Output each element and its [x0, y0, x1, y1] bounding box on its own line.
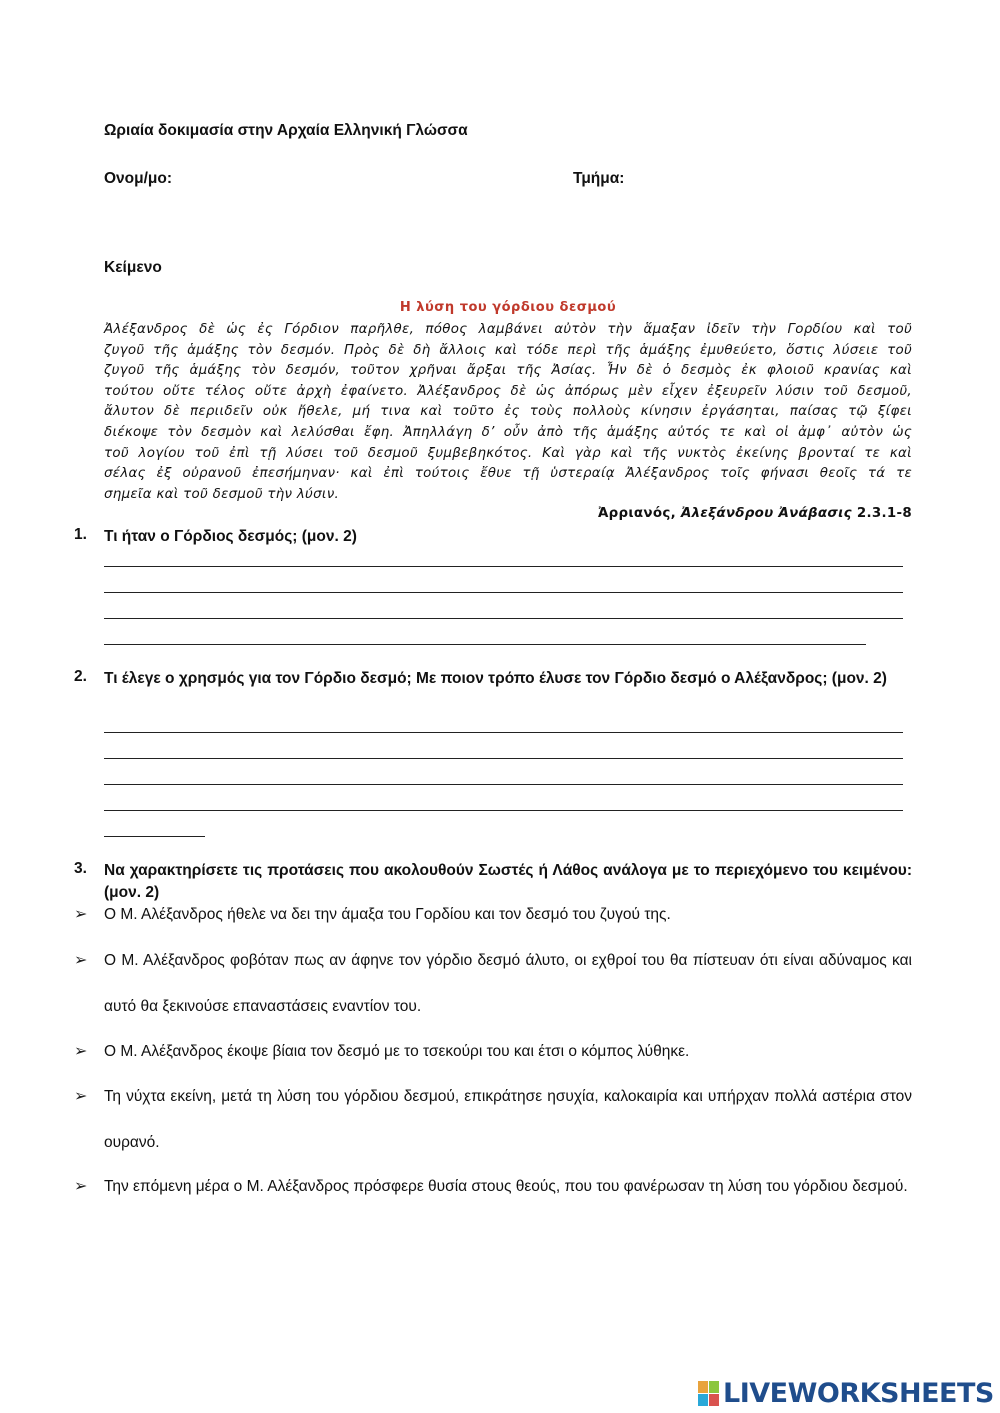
answer-line[interactable]	[104, 758, 903, 759]
arrow-bullet-icon: ➢	[74, 1088, 88, 1105]
arrow-bullet-icon: ➢	[74, 1043, 88, 1060]
text-line: ζυγοῦ τῆς ἁμάξης τὸν δεσμόν. Πρὸς δὲ δὴ ἄλλοις καὶ τόδε περὶ τῆς ἁμάξης ἐμυθεύετο, ὅστις λύσειε τοῦ	[104, 342, 912, 358]
statement-4: Τη νύχτα εκείνη, μετά τη λύση του γόρδιου δεσμού, επικράτησε ησυχία, καλοκαιρία και υπήρχαν πολλά αστέρια στον ουρανό.	[104, 1088, 912, 1151]
answer-line[interactable]	[104, 592, 903, 593]
question-3-text: Να χαρακτηρίσετε τις προτάσεις που ακολουθούν Σωστές ή Λάθος ανάλογα με το περιεχόμενο του κειμένου: (μον. 2)	[104, 862, 912, 901]
answer-line[interactable]	[104, 644, 866, 645]
worksheet-title: Ωριαία δοκιμασία στην Αρχαία Ελληνική Γλώσσα	[104, 122, 468, 139]
text-heading: Κείμενο	[104, 259, 162, 276]
text-line: τούτου οὔτε τέλος οὔτε ἀρχὴ ἐφαίνετο. Ἀλέξανδρος δὲ ὡς ἀπόρως μὲν εἶχεν ἐξευρεῖν λύσιν τοῦ δεσμοῦ,	[104, 383, 912, 399]
question-1-text: Τι ήταν ο Γόρδιος δεσμός; (μον. 2)	[104, 528, 357, 545]
text-line: σημεῖα καὶ τοῦ δεσμοῦ τὴν λύσιν.	[104, 486, 340, 502]
name-label: Ονομ/μο:	[104, 170, 173, 187]
question-2-text: Τι έλεγε ο χρησμός για τον Γόρδιο δεσμό; Με ποιον τρόπο έλυσε τον Γόρδιο δεσμό ο Αλέξανδρος; (μον. 2)	[104, 670, 887, 687]
text-line: σέλας ἐξ οὐρανοῦ ἐπεσήμηναν· καὶ ἐπὶ τούτοις ἔθυε τῇ ὑστεραίᾳ Ἀλέξανδρος τοῖς φήνασι θεοῖς τά τε	[104, 466, 912, 482]
arrow-bullet-icon: ➢	[74, 906, 88, 923]
ancient-greek-text	[104, 320, 912, 505]
answer-line[interactable]	[104, 810, 903, 811]
statement-5: Την επόμενη μέρα ο Μ. Αλέξανδρος πρόσφερε θυσία στους θεούς, που του φανέρωσαν τη λύση του γόρδιου δεσμού.	[104, 1178, 908, 1195]
answer-line[interactable]	[104, 566, 903, 567]
question-3-number: 3.	[74, 860, 87, 877]
source-work: Ἀλεξάνδρου Ἀνάβασις	[680, 506, 852, 521]
logo-wordmark: LIVEWORKSHEETS	[723, 1378, 994, 1409]
answer-line[interactable]	[104, 732, 903, 733]
source-author: Ἀρριανός,	[597, 506, 676, 521]
class-label: Τμήμα:	[573, 170, 625, 187]
text-line: ἄλυτον δὲ περιιδεῖν οὐκ ἤθελε, μή τινα καὶ τοῦτο ἐς τοὺς πολλοὺς κίνησιν ἐργάσηται, παίσας τῷ ξίφει	[104, 404, 912, 420]
text-source	[598, 506, 912, 521]
text-line: Ἀλέξανδρος δὲ ὡς ἐς Γόρδιον παρῆλθε, πόθος λαμβάνει αὐτὸν τὴν ἅμαξαν ἰδεῖν τὴν Γορδίου καὶ τοῦ	[104, 322, 912, 337]
liveworksheets-logo-icon	[698, 1381, 720, 1407]
arrow-bullet-icon: ➢	[74, 952, 88, 969]
question-2-number: 2.	[74, 668, 87, 685]
answer-line[interactable]	[104, 618, 903, 619]
answer-line[interactable]	[104, 784, 903, 785]
answer-line[interactable]	[104, 836, 205, 837]
liveworksheets-logo[interactable]	[698, 1378, 994, 1409]
text-title: Η λύση του γόρδιου δεσμού	[399, 300, 617, 315]
arrow-bullet-icon: ➢	[74, 1178, 88, 1195]
text-line: τοῦ λογίου τοῦ ἐπὶ τῇ λύσει τοῦ δεσμοῦ ξυμβεβηκότος. Καὶ γὰρ καὶ τῆς νυκτὸς ἐκείνης βρονταί τε καὶ	[104, 445, 912, 461]
statement-2: Ο Μ. Αλέξανδρος φοβόταν πως αν άφηνε τον γόρδιο δεσμό άλυτο, οι εχθροί του θα πίστευαν ότι είναι αδύναμος και αυτό θα ξεκινούσε επαναστάσεις εναντίον του.	[104, 952, 912, 1015]
source-reference: 2.3.1-8	[856, 506, 912, 521]
text-line: ζυγοῦ τῆς ἁμάξης τὸν δεσμόν, τοῦτον χρῆναι ἄρξαι τῆς Ἀσίας. Ἦν δὲ ὁ δεσμὸς ἐκ φλοιοῦ κρανίας καὶ	[104, 363, 912, 379]
statement-3: Ο Μ. Αλέξανδρος έκοψε βίαια τον δεσμό με το τσεκούρι του και έτσι ο κόμπος λύθηκε.	[104, 1043, 690, 1060]
text-line: διέκοψε τὸν δεσμὸν καὶ λελύσθαι ἔφη. Ἀπηλλάγη δ’ οὖν ἀπὸ τῆς ἁμάξης αὐτός τε καὶ οἱ ἀμφ᾽ αὐτὸν ὡς	[104, 424, 912, 440]
statement-1: Ο Μ. Αλέξανδρος ήθελε να δει την άμαξα του Γορδίου και τον δεσμό του ζυγού της.	[104, 906, 671, 923]
question-1-number: 1.	[74, 526, 87, 543]
